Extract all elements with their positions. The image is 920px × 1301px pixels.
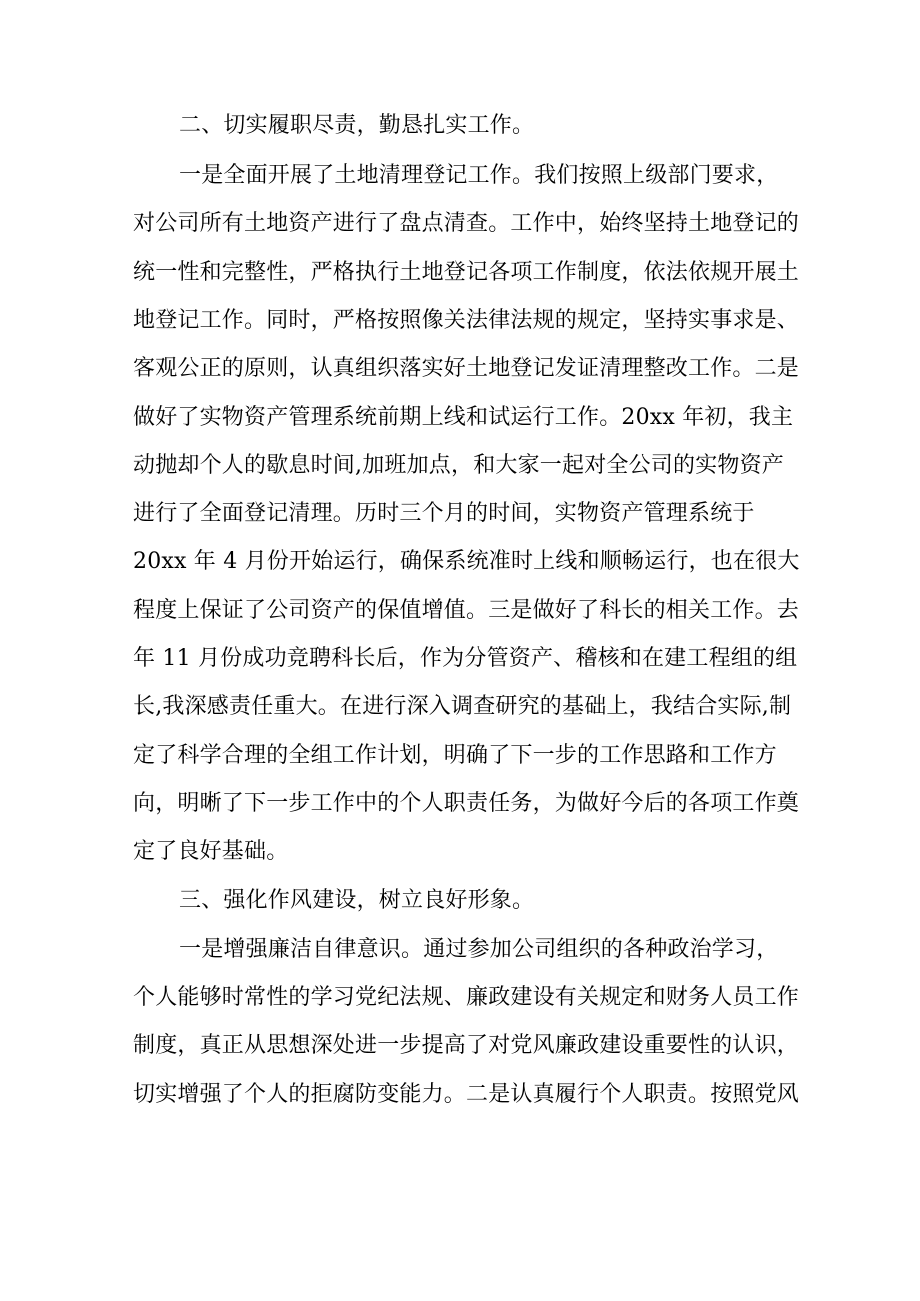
paragraph-line: 对公司所有土地资产进行了盘点清查。工作中，始终坚持土地登记的	[133, 211, 800, 236]
paragraph-line: 一是增强廉洁自律意识。通过参加公司组织的各种政治学习，	[179, 937, 779, 962]
section-heading-3: 三、强化作风建设，树立良好形象。	[179, 888, 535, 913]
paragraph-line: 定了科学合理的全组工作计划，明确了下一步的工作思路和工作方	[133, 743, 777, 768]
paragraph-line: 向，明晰了下一步工作中的个人职责任务，为做好今后的各项工作奠	[133, 791, 800, 816]
paragraph-line: 统一性和完整性，严格执行土地登记各项工作制度，依法依规开展土	[133, 260, 800, 285]
paragraph-line: 切实增强了个人的拒腐防变能力。二是认真履行个人职责。按照党风	[133, 1082, 800, 1107]
paragraph-line: 地登记工作。同时，严格按照像关法律法规的规定，坚持实事求是、	[133, 308, 800, 333]
paragraph-line: 一是全面开展了土地清理登记工作。我们按照上级部门要求，	[179, 163, 779, 188]
paragraph-line: 客观公正的原则，认真组织落实好土地登记发证清理整改工作。二是	[133, 356, 800, 381]
section-heading-2: 二、切实履职尽责，勤恳扎实工作。	[179, 113, 535, 138]
paragraph-line: 动抛却个人的歇息时间,加班加点，和大家一起对全公司的实物资产	[133, 453, 784, 478]
paragraph-line: 年 11 月份成功竞聘科长后，作为分管资产、稽核和在建工程组的组	[133, 646, 798, 671]
paragraph-line: 长,我深感责任重大。在进行深入调查研究的基础上，我结合实际,制	[133, 694, 792, 719]
paragraph-line: 进行了全面登记清理。历时三个月的时间，实物资产管理系统于	[133, 501, 755, 526]
paragraph-line: 做好了实物资产管理系统前期上线和试运行工作。20xx 年初，我主	[133, 405, 794, 430]
paragraph-line: 程度上保证了公司资产的保值增值。三是做好了科长的相关工作。去	[133, 598, 800, 623]
paragraph-line: 个人能够时常性的学习党纪法规、廉政建设有关规定和财务人员工作	[133, 985, 800, 1010]
paragraph-line: 制度，真正从思想深处进一步提高了对党风廉政建设重要性的认识，	[133, 1033, 800, 1058]
paragraph-line: 20xx 年 4 月份开始运行，确保系统准时上线和顺畅运行，也在很大	[133, 549, 800, 574]
paragraph-line: 定了良好基础。	[133, 839, 289, 864]
